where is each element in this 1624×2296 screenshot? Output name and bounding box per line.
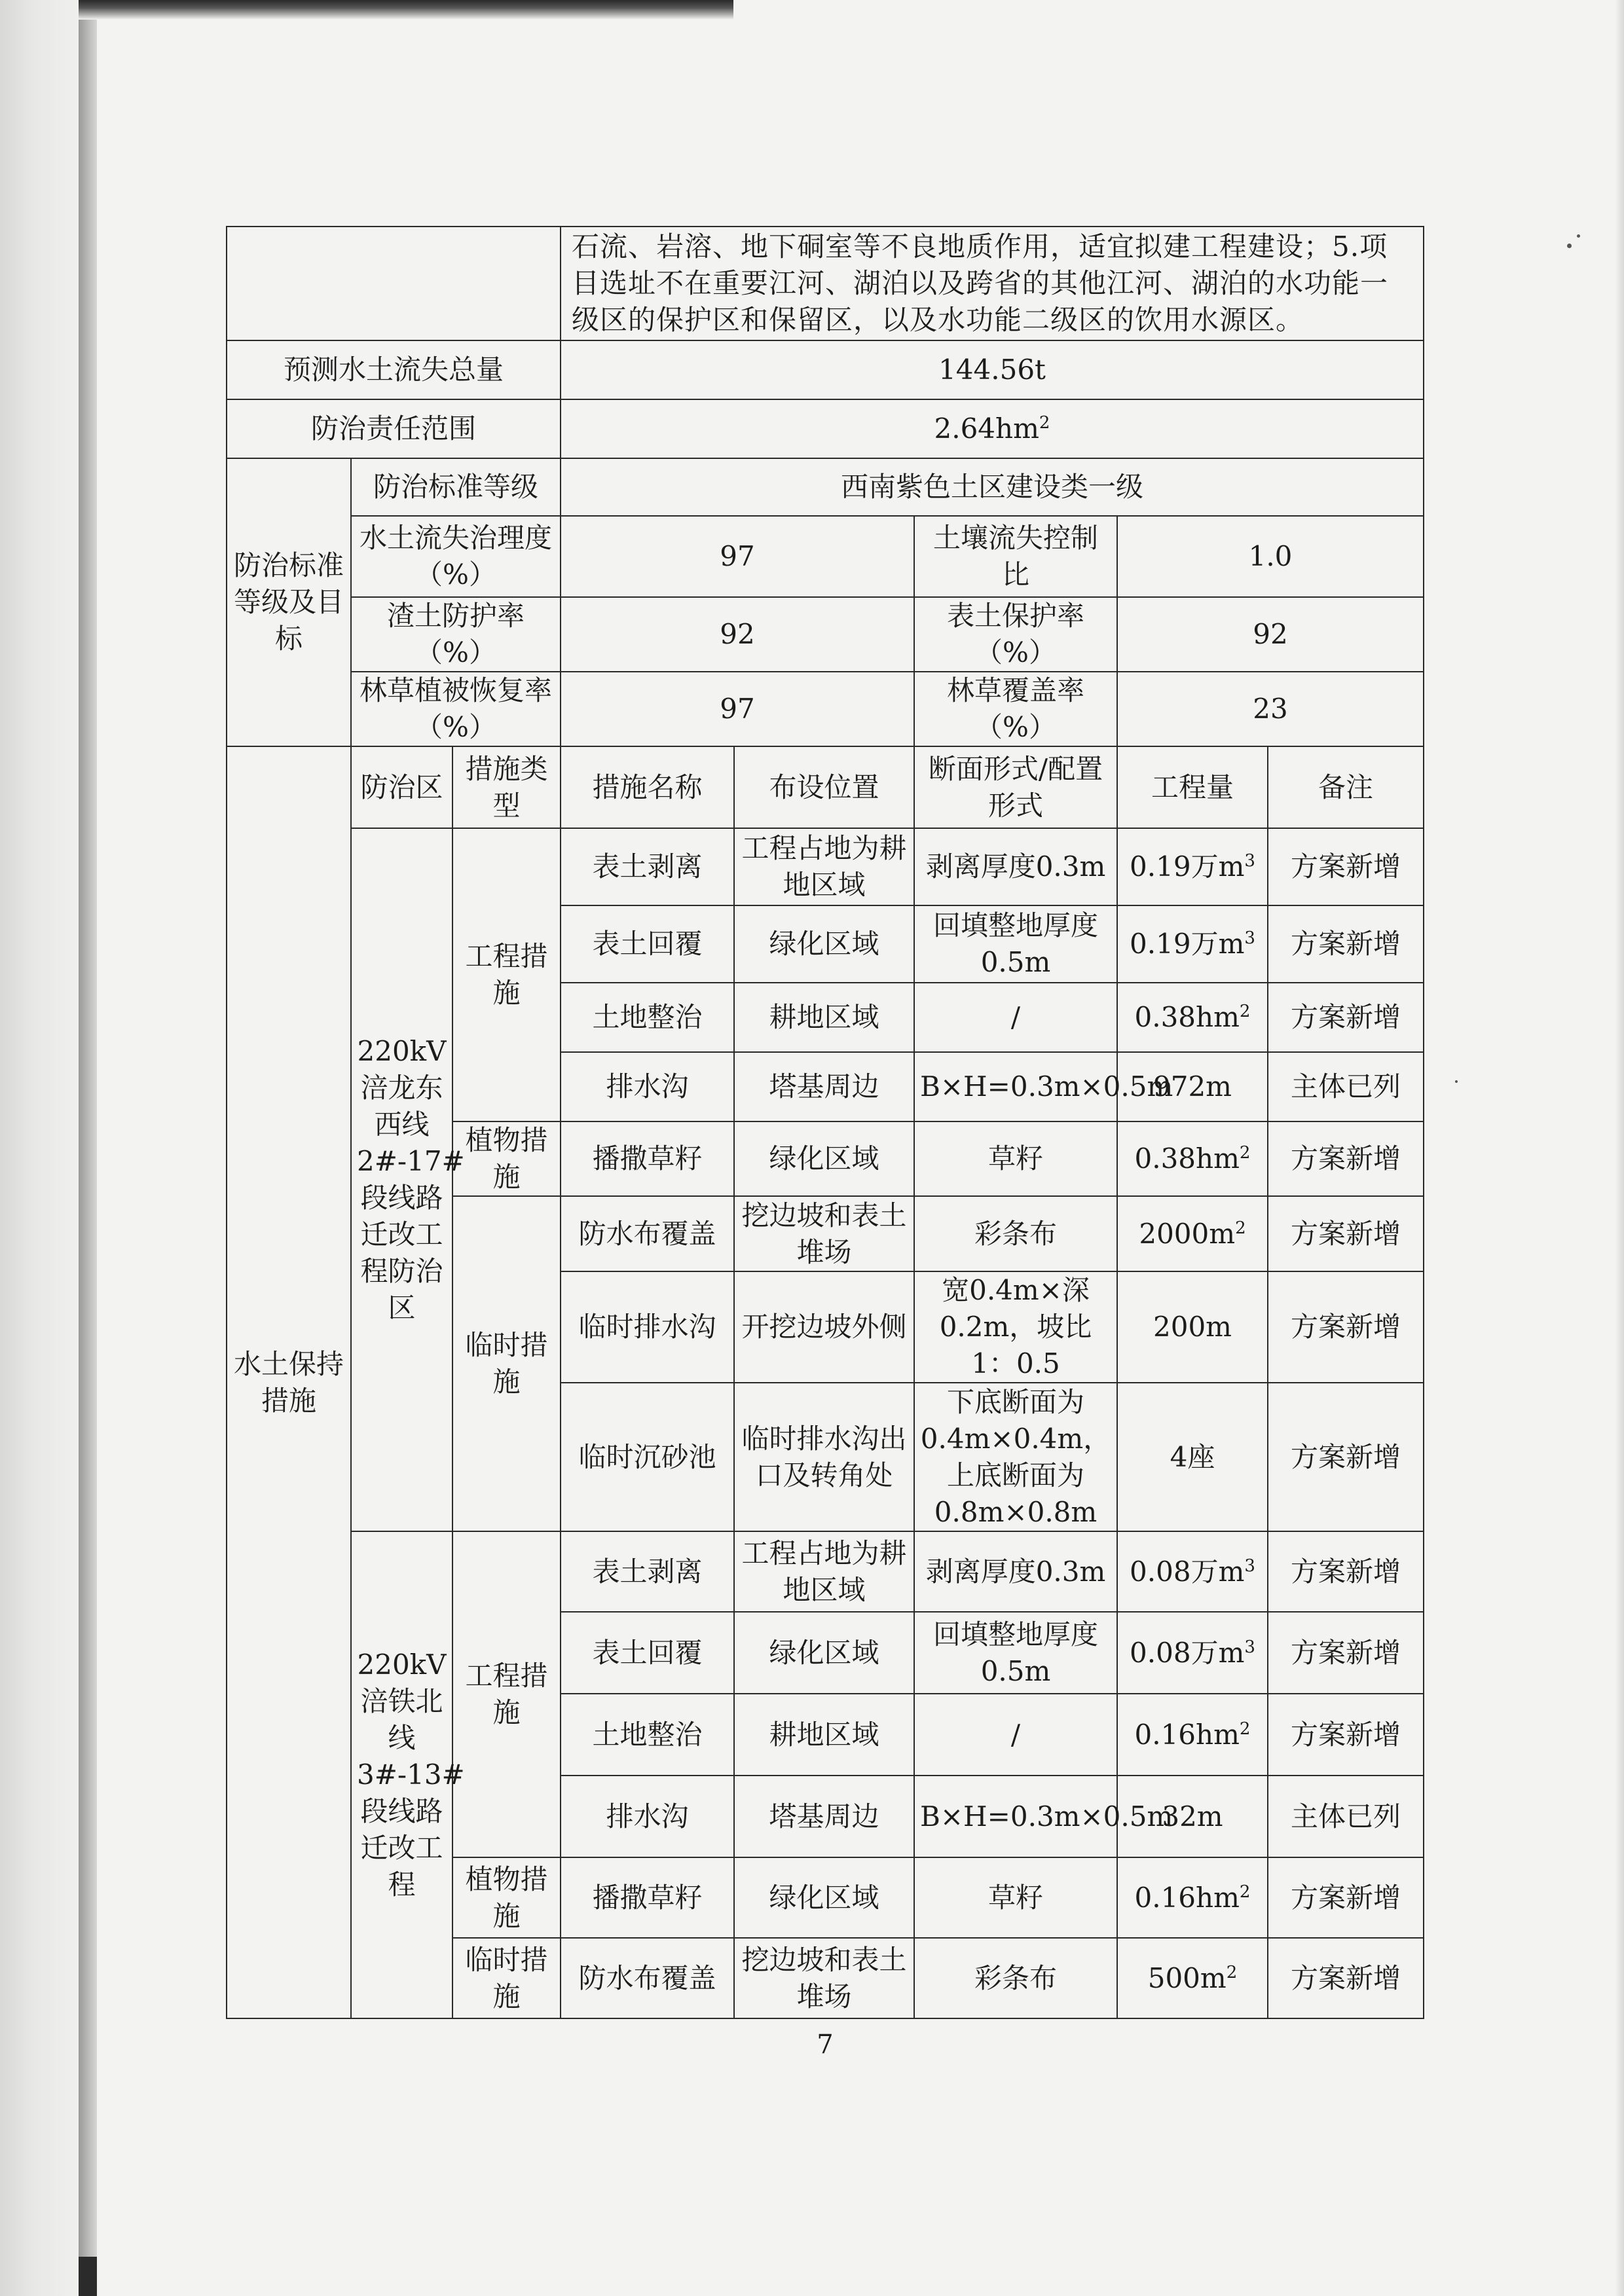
measure-qty: 2000m [1139, 1217, 1236, 1250]
measure-name: 播撒草籽 [561, 1857, 734, 1938]
measure-name: 防水布覆盖 [561, 1938, 734, 2018]
measure-qty-cell [1117, 1531, 1268, 1612]
measure-qty-cell [1117, 905, 1268, 983]
measure-form: 回填整地厚度0.5m [914, 1612, 1117, 1694]
target-value: 97 [561, 672, 914, 746]
measure-qty-cell [1117, 1857, 1268, 1938]
scan-speck [1567, 244, 1572, 248]
measure-type: 工程措施 [452, 1531, 561, 1857]
column-header: 措施名称 [561, 746, 734, 828]
measure-form: 下底断面为0.4m×0.4m，上底断面为0.8m×0.8m [914, 1383, 1117, 1531]
measure-type: 工程措施 [452, 828, 561, 1121]
measure-note: 方案新增 [1268, 828, 1424, 905]
measure-location: 塔基周边 [734, 1052, 914, 1121]
measure-qty-cell [1117, 1694, 1268, 1776]
measure-name: 排水沟 [561, 1052, 734, 1121]
measure-name: 土地整治 [561, 1694, 734, 1776]
measure-location: 塔基周边 [734, 1776, 914, 1857]
measure-name: 土地整治 [561, 983, 734, 1052]
target-row [227, 672, 1424, 746]
measure-note: 主体已列 [1268, 1776, 1424, 1857]
measure-form: / [914, 983, 1117, 1052]
target-value: 97 [561, 516, 914, 597]
measures-header-row [227, 746, 1424, 828]
page-top-edge [79, 0, 733, 20]
measure-qty: 0.08万m [1130, 1636, 1245, 1669]
target-label: 渣土防护率（%） [351, 597, 561, 672]
measure-form: 剥离厚度0.3m [914, 1531, 1117, 1612]
table-row [227, 828, 1424, 905]
target-label: 林草植被恢复率（%） [351, 672, 561, 746]
continued-label-cell [227, 227, 561, 340]
measure-form: B×H=0.3m×0.5m [914, 1776, 1117, 1857]
target-row [227, 516, 1424, 597]
continued-text: 石流、岩溶、地下硐室等不良地质作用，适宜拟建工程建设；5.项目选址不在重要江河、湖泊以及跨省的其他江河、湖泊的水功能一级区的保护区和保留区，以及水功能二级区的饮用水源区。 [561, 227, 1424, 340]
measure-qty: 0.16hm [1134, 1718, 1240, 1751]
measure-note: 方案新增 [1268, 1938, 1424, 2018]
scan-speck [1455, 1080, 1458, 1083]
measure-form: / [914, 1694, 1117, 1776]
column-header: 布设位置 [734, 746, 914, 828]
measure-qty-cell [1117, 1121, 1268, 1196]
measures-group-label: 水土保持措施 [227, 746, 351, 2018]
standard-label: 防治标准等级 [351, 458, 561, 516]
measure-qty-cell [1117, 1938, 1268, 2018]
measure-qty: 500m [1147, 1961, 1227, 1994]
measure-qty-cell [1117, 983, 1268, 1052]
measure-note: 方案新增 [1268, 1121, 1424, 1196]
qty-unit-sup: 3 [1244, 928, 1255, 948]
measure-location: 耕地区域 [734, 983, 914, 1052]
measure-form: 回填整地厚度0.5m [914, 905, 1117, 983]
measure-form: 宽0.4m×深0.2m，坡比1：0.5 [914, 1271, 1117, 1383]
qty-unit-sup: 3 [1244, 1637, 1255, 1657]
column-header: 防治区 [351, 746, 452, 828]
measure-name: 临时沉砂池 [561, 1383, 734, 1531]
zone-name: 220kV涪龙东西线2#-17#段线路迁改工程防治区 [351, 828, 452, 1531]
page-right-edge [1615, 0, 1624, 2296]
scan-speck [1577, 234, 1580, 238]
measure-note: 方案新增 [1268, 1612, 1424, 1694]
measure-name: 排水沟 [561, 1776, 734, 1857]
qty-unit-sup: 3 [1244, 1556, 1255, 1576]
target-label: 水土流失治理度（%） [351, 516, 561, 597]
continued-row [227, 227, 1424, 340]
measure-type: 临时措施 [452, 1196, 561, 1531]
measure-note: 方案新增 [1268, 1694, 1424, 1776]
target-value: 23 [1117, 672, 1424, 746]
measure-location: 工程占地为耕地区域 [734, 828, 914, 905]
measure-qty-cell [1117, 1196, 1268, 1271]
target-label: 表土保护率（%） [914, 597, 1117, 672]
measure-note: 方案新增 [1268, 1857, 1424, 1938]
column-header: 断面形式/配置形式 [914, 746, 1117, 828]
measure-location: 开挖边坡外侧 [734, 1271, 914, 1383]
measure-type: 植物措施 [452, 1121, 561, 1196]
soil-loss-value: 144.56t [561, 340, 1424, 399]
scope-value: 2.64hm [934, 412, 1039, 445]
measure-name: 表土剥离 [561, 1531, 734, 1612]
soil-conservation-table [226, 226, 1424, 2019]
measure-note: 方案新增 [1268, 1271, 1424, 1383]
qty-unit-sup: 2 [1239, 1882, 1251, 1902]
scope-unit-sup: 2 [1039, 413, 1050, 433]
scope-value-cell [561, 399, 1424, 458]
measure-form: 彩条布 [914, 1196, 1117, 1271]
measure-note: 主体已列 [1268, 1052, 1424, 1121]
qty-unit-sup: 2 [1226, 1962, 1238, 1982]
measure-location: 临时排水沟出口及转角处 [734, 1383, 914, 1531]
measure-form: 剥离厚度0.3m [914, 828, 1117, 905]
scope-row [227, 399, 1424, 458]
qty-unit-sup: 2 [1239, 1719, 1251, 1739]
qty-unit-sup: 2 [1239, 1143, 1251, 1163]
standard-value: 西南紫色土区建设类一级 [561, 458, 1424, 516]
measure-location: 工程占地为耕地区域 [734, 1531, 914, 1612]
measure-location: 绿化区域 [734, 1612, 914, 1694]
measure-qty: 0.38hm [1134, 1001, 1240, 1033]
measure-location: 耕地区域 [734, 1694, 914, 1776]
measure-type: 植物措施 [452, 1857, 561, 1938]
zone-name: 220kV涪铁北线3#-13#段线路迁改工程 [351, 1531, 452, 2018]
target-value: 1.0 [1117, 516, 1424, 597]
measure-qty: 200m [1117, 1271, 1268, 1383]
measure-note: 方案新增 [1268, 905, 1424, 983]
measure-form: B×H=0.3m×0.5m [914, 1052, 1117, 1121]
measure-qty: 0.08万m [1130, 1555, 1245, 1588]
measure-form: 草籽 [914, 1857, 1117, 1938]
target-label: 林草覆盖率（%） [914, 672, 1117, 746]
measure-qty: 0.38hm [1134, 1142, 1240, 1175]
column-header: 工程量 [1117, 746, 1268, 828]
measure-name: 防水布覆盖 [561, 1196, 734, 1271]
scan-corner-shadow [79, 2257, 97, 2296]
standard-row [227, 458, 1424, 516]
qty-unit-sup: 2 [1239, 1002, 1251, 1021]
measure-note: 方案新增 [1268, 1531, 1424, 1612]
measure-location: 绿化区域 [734, 1857, 914, 1938]
targets-group-label: 防治标准等级及目标 [227, 458, 351, 746]
measure-qty: 4座 [1117, 1383, 1268, 1531]
measure-location: 绿化区域 [734, 905, 914, 983]
measure-location: 绿化区域 [734, 1121, 914, 1196]
table-row [227, 1531, 1424, 1612]
column-header: 措施类型 [452, 746, 561, 828]
page-number: 7 [817, 2030, 834, 2060]
measure-name: 表土回覆 [561, 1612, 734, 1694]
measure-qty-cell [1117, 1612, 1268, 1694]
page-left-edge [79, 0, 97, 2296]
measure-type: 临时措施 [452, 1938, 561, 2018]
measure-note: 方案新增 [1268, 1196, 1424, 1271]
measure-qty-cell [1117, 828, 1268, 905]
soil-loss-label: 预测水土流失总量 [227, 340, 561, 399]
measure-qty: 0.19万m [1130, 928, 1245, 960]
scope-label: 防治责任范围 [227, 399, 561, 458]
measure-location: 挖边坡和表土堆场 [734, 1196, 914, 1271]
measure-note: 方案新增 [1268, 983, 1424, 1052]
measure-location: 挖边坡和表土堆场 [734, 1938, 914, 2018]
measure-qty: 0.16hm [1134, 1881, 1240, 1914]
target-label: 土壤流失控制比 [914, 516, 1117, 597]
measure-name: 表土回覆 [561, 905, 734, 983]
soil-loss-row [227, 340, 1424, 399]
measure-qty: 972m [1117, 1052, 1268, 1121]
measure-note: 方案新增 [1268, 1383, 1424, 1531]
measure-name: 播撒草籽 [561, 1121, 734, 1196]
measure-name: 临时排水沟 [561, 1271, 734, 1383]
measure-form: 彩条布 [914, 1938, 1117, 2018]
measure-qty: 0.19万m [1130, 850, 1245, 883]
measure-form: 草籽 [914, 1121, 1117, 1196]
qty-unit-sup: 3 [1244, 851, 1255, 871]
measure-qty: 32m [1117, 1776, 1268, 1857]
measure-name: 表土剥离 [561, 828, 734, 905]
target-value: 92 [1117, 597, 1424, 672]
column-header: 备注 [1268, 746, 1424, 828]
qty-unit-sup: 2 [1235, 1218, 1246, 1238]
target-value: 92 [561, 597, 914, 672]
target-row [227, 597, 1424, 672]
